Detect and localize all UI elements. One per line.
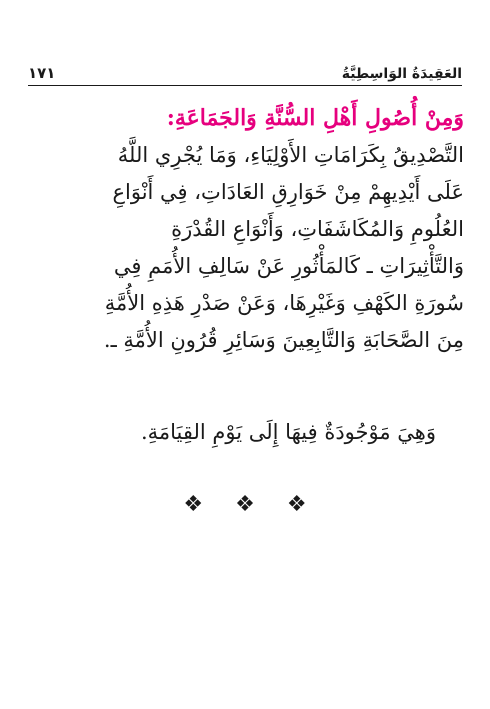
running-title: العَقِيدَةُ الوَاسِطِيَّةُ [341,66,462,82]
ornament-icon: ❖ [286,492,307,517]
closing-paragraph: وَهِيَ مَوْجُودَةٌ فِيهَا إِلَى يَوْمِ القِيَامَةِ. [140,420,436,444]
header-divider [28,85,462,86]
ornament-icon: ❖ [235,492,255,517]
paragraph-line: مِنَ الصَّحَابَةِ وَالتَّابِعِينَ وَسَائِرِ قُرُونِ الأُمَّةِ ـ. [103,328,464,352]
ornament-icon: ❖ [183,492,204,517]
main-paragraph [26,100,464,359]
section-heading: وَمِنْ أُصُولِ أَهْلِ السُّنَّةِ وَالجَمَاعَةِ: [166,105,464,131]
paragraph-line: سُورَةِ الكَهْفِ وَغَيْرِهَا، وَعَنْ صَدْرِ هَذِهِ الأُمَّةِ [104,291,464,315]
page-header [28,56,462,82]
paragraph-line: العُلُومِ وَالمُكَاشَفَاتِ، وَأَنْوَاعِ القُدْرَةِ [171,217,464,241]
page-number: ١٧١ [28,64,56,82]
paragraph-line: التَّصْدِيقُ بِكَرَامَاتِ الأَوْلِيَاءِ، وَمَا يُجْرِي اللَّهُ [117,143,464,167]
paragraph-line: عَلَى أَيْدِيهِمْ مِنْ خَوَارِقِ العَادَاتِ، فِي أَنْوَاعِ [112,180,464,204]
section-end-ornaments [0,492,490,517]
paragraph-line: وَالتَّأْثِيرَاتِ ـ كَالمَأْثُورِ عَنْ سَالِفِ الأُمَمِ فِي [113,254,464,278]
